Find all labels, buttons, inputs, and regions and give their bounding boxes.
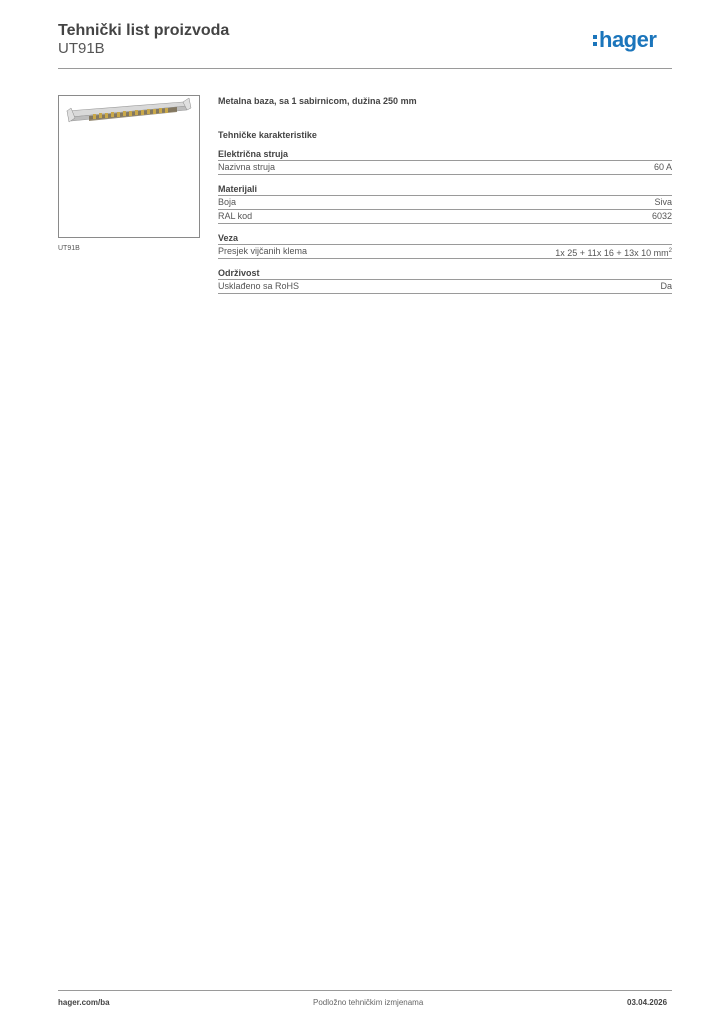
footer-website: hager.com/ba	[58, 998, 110, 1007]
spec-row	[218, 161, 672, 175]
unit-superscript: 2	[668, 248, 672, 254]
spec-group-title: Veza	[218, 233, 672, 245]
spec-group	[218, 184, 672, 224]
product-code: UT91B	[58, 40, 105, 57]
spec-label: Usklađeno sa RoHS	[218, 281, 300, 291]
spec-label: Presjek vijčanih klema	[218, 246, 308, 256]
image-caption: UT91B	[58, 245, 80, 252]
spec-label: RAL kod	[218, 211, 253, 221]
spec-row	[218, 280, 672, 294]
spec-row	[218, 210, 672, 224]
spec-content	[218, 96, 672, 294]
spec-value: Siva	[654, 197, 672, 207]
document-title: Tehnički list proizvoda	[58, 22, 230, 39]
spec-group	[218, 149, 672, 175]
spec-group	[218, 268, 672, 294]
busbar-drawing	[67, 98, 191, 122]
spec-row	[218, 245, 672, 259]
spec-value: Da	[660, 281, 672, 291]
footer-note: Podložno tehničkim izmjenama	[313, 998, 424, 1007]
spec-value: 1x 25 + 11x 16 + 13x 10 mm	[555, 248, 669, 258]
hager-logo	[593, 27, 656, 53]
spec-group	[218, 233, 672, 259]
spec-value: 60 A	[653, 162, 672, 172]
spec-label: Nazivna struja	[218, 162, 276, 172]
spec-row	[218, 196, 672, 210]
specs-heading: Tehničke karakteristike	[218, 130, 317, 140]
logo-text: hager	[599, 27, 657, 52]
footer-divider	[58, 990, 672, 991]
spec-group-title: Održivost	[218, 268, 672, 280]
product-description: Metalna baza, sa 1 sabirnicom, dužina 250 mm	[218, 96, 417, 106]
product-image	[58, 95, 200, 238]
busbar-base-illustration	[59, 96, 199, 237]
spec-group-title: Električna struja	[218, 149, 672, 161]
logo-colon-icon	[593, 32, 599, 49]
spec-label: Boja	[218, 197, 237, 207]
spec-value: 6032	[651, 211, 672, 221]
spec-group-title: Materijali	[218, 184, 672, 196]
spec-value-wrap	[555, 245, 672, 258]
header-divider	[58, 68, 672, 69]
footer-date: 03.04.2026	[627, 998, 668, 1007]
